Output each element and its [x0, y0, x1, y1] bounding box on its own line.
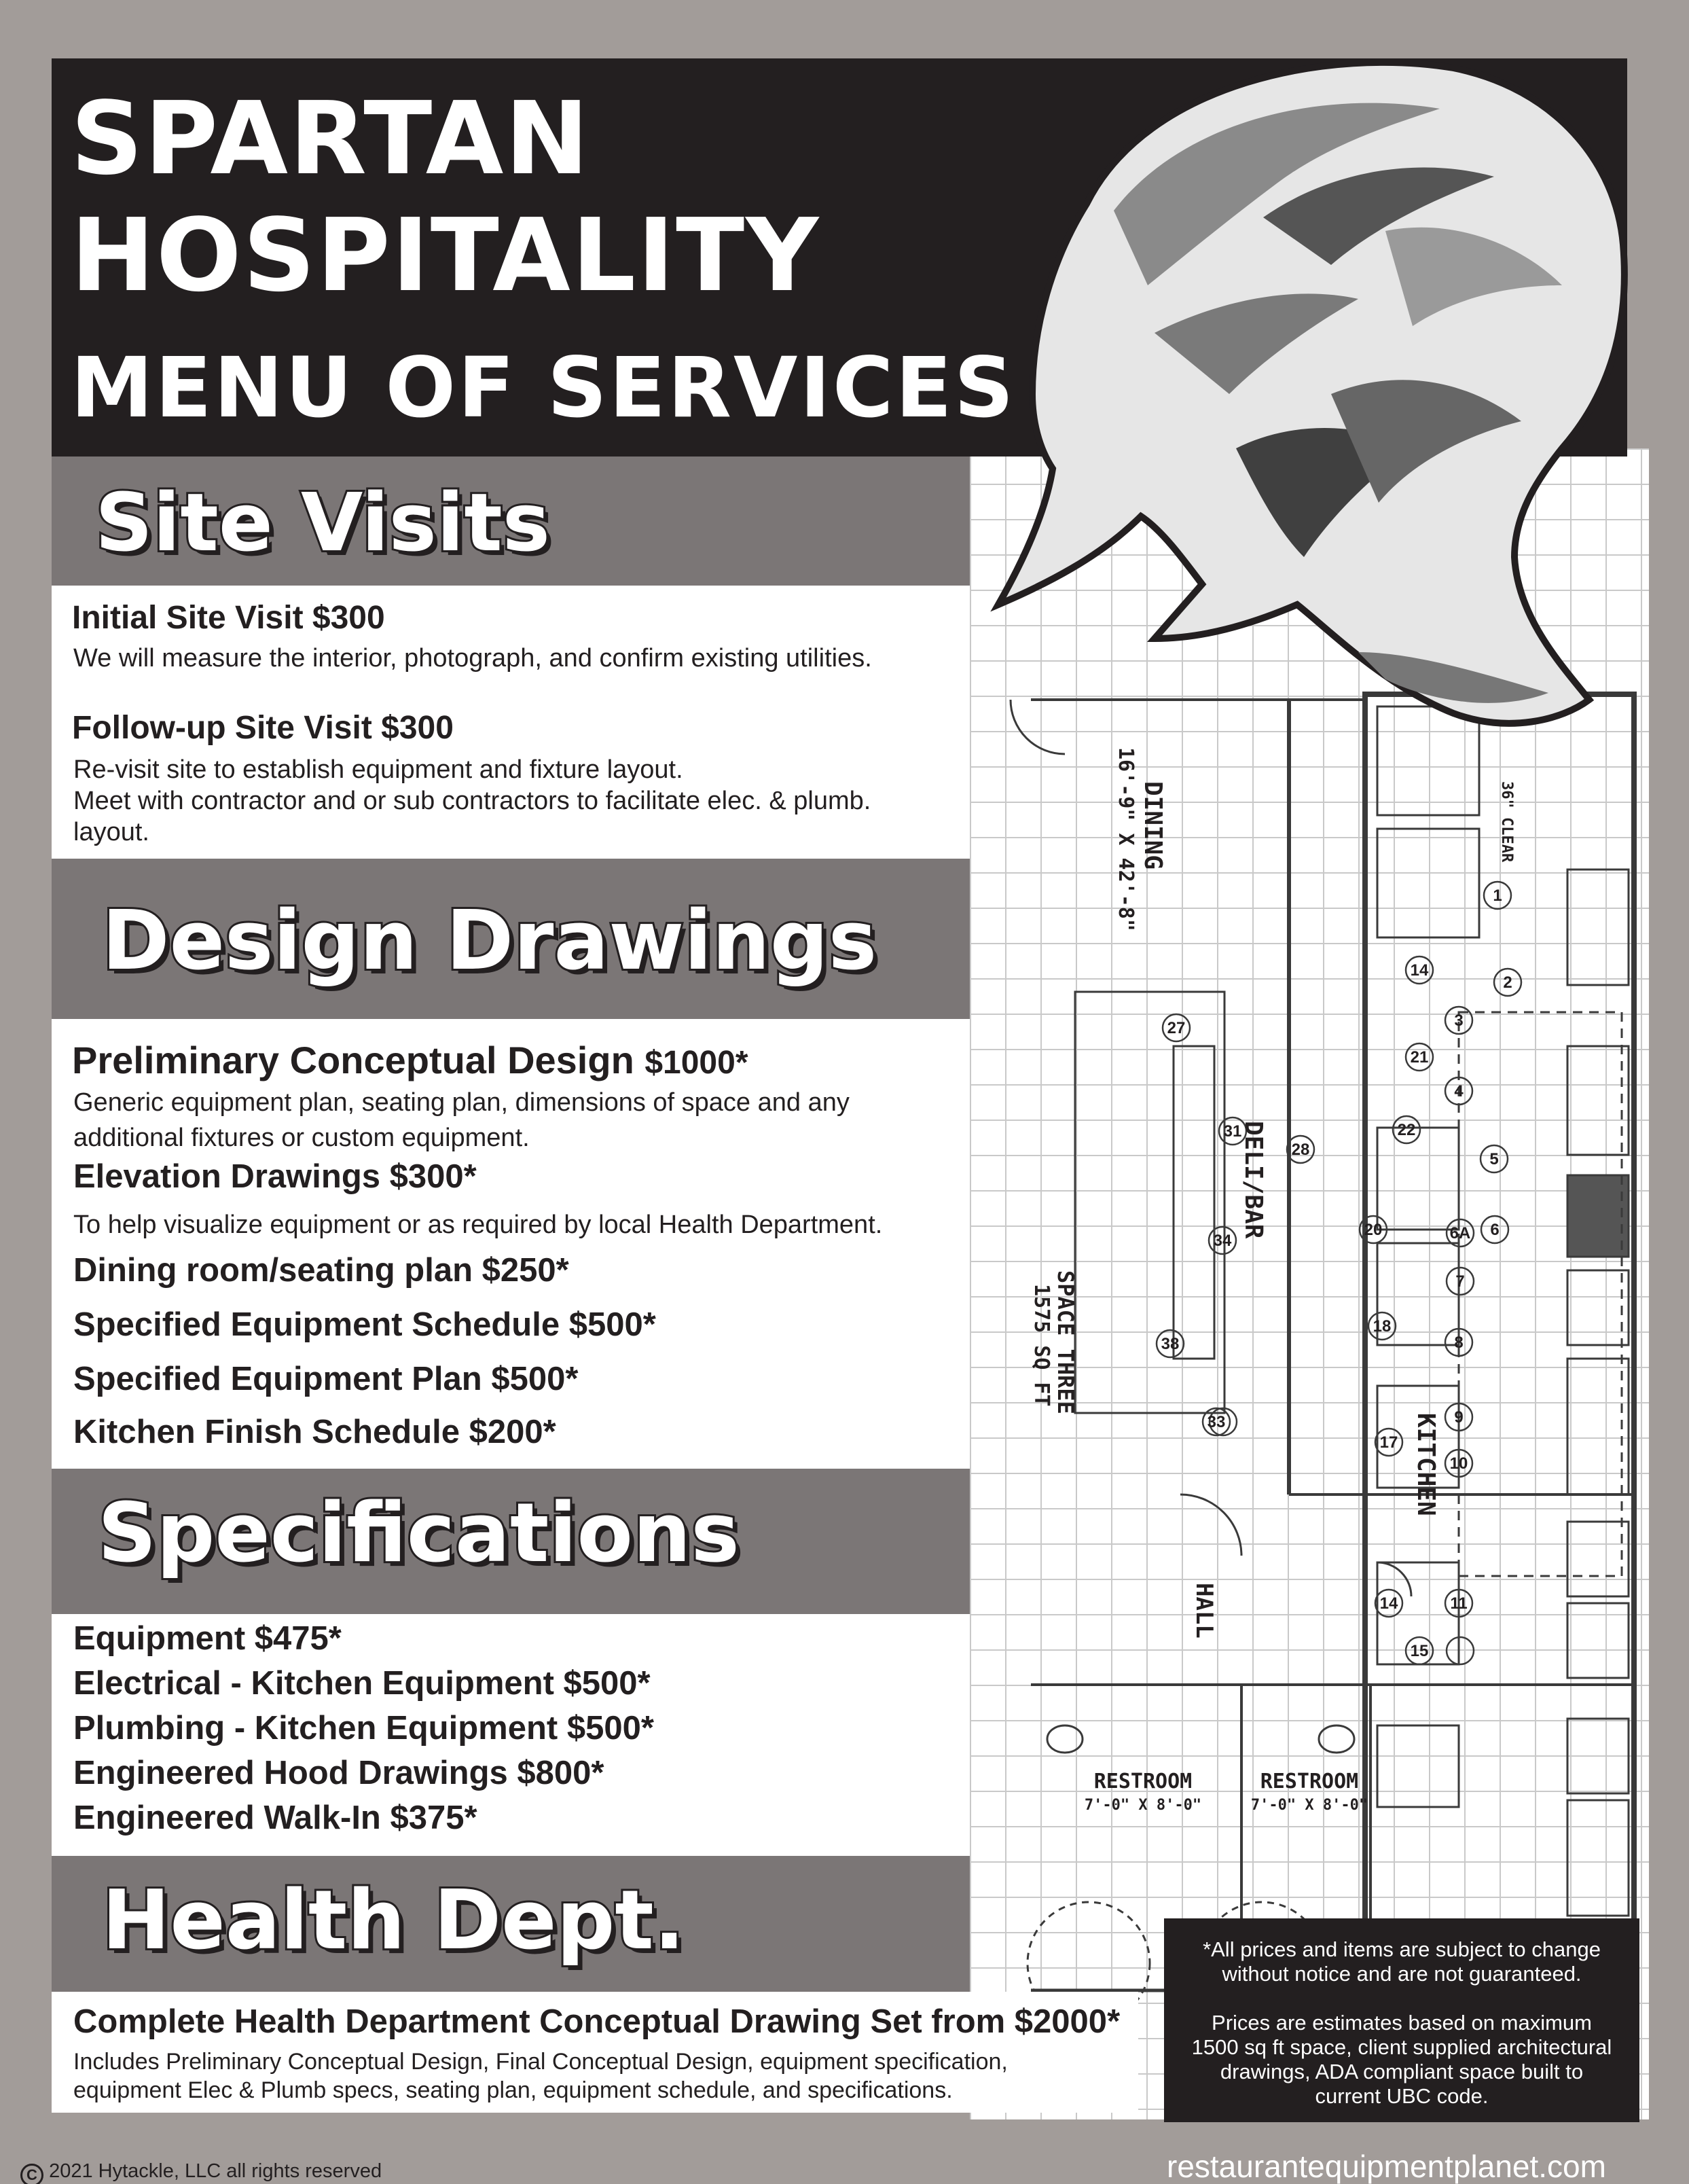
- spec-item: Plumbing - Kitchen Equipment $500*: [73, 1710, 654, 1747]
- spec-item: Electrical - Kitchen Equipment $500*: [73, 1665, 651, 1702]
- restroom-2-dims: 7'-0" X 8'-0": [1250, 1797, 1368, 1814]
- site-visits-panel: [52, 586, 970, 859]
- space-dims: 1575 SQ FT: [1030, 1284, 1053, 1407]
- title-line-2: HOSPITALITY: [71, 197, 820, 314]
- space-label: SPACE THREE: [1053, 1270, 1078, 1414]
- spec-item: Equipment $475*: [73, 1620, 342, 1657]
- follow-up-desc-line-1: Re-visit site to establish equipment and fixture layout.: [73, 755, 683, 784]
- svg-text:17: 17: [1379, 1433, 1398, 1452]
- svg-text:6A: 6A: [1449, 1224, 1471, 1242]
- website-link[interactable]: restaurantequipmentplanet.com: [1167, 2149, 1606, 2184]
- dining-plan-item: Dining room/seating plan $250*: [73, 1252, 569, 1289]
- kitchen-label: KITCHEN: [1412, 1413, 1440, 1516]
- svg-text:10: 10: [1449, 1454, 1468, 1473]
- restroom-1-label: RESTROOM: [1093, 1770, 1193, 1793]
- svg-text:3: 3: [1454, 1012, 1464, 1030]
- svg-text:14: 14: [1410, 961, 1429, 980]
- follow-up-desc-line-2: Meet with contractor and or sub contractors to facilitate elec. & plumb.: [73, 787, 871, 815]
- deli-bar-label: DELI/BAR: [1239, 1121, 1267, 1239]
- disclaimer-box: [1164, 1918, 1639, 2122]
- svg-text:9: 9: [1454, 1408, 1464, 1427]
- design-drawings-panel: [52, 1019, 970, 1469]
- elevation-drawings-title: Elevation Drawings $300*: [73, 1158, 477, 1195]
- disclaimer-line-5: drawings, ADA compliant space built to: [1220, 2060, 1584, 2083]
- preliminary-design-name: Preliminary Conceptual Design: [72, 1039, 634, 1081]
- equipment-plan-item: Specified Equipment Plan $500*: [73, 1361, 579, 1397]
- svg-text:11: 11: [1450, 1594, 1468, 1613]
- health-dept-desc-line-2: equipment Elec & Plumb specs, seating plan, equipment schedule, and specifications.: [73, 2077, 953, 2103]
- disclaimer-line-4: 1500 sq ft space, client supplied architectural: [1191, 2035, 1612, 2059]
- title-line-1: SPARTAN: [71, 80, 591, 197]
- finish-schedule-item: Kitchen Finish Schedule $200*: [73, 1414, 556, 1450]
- equipment-schedule-item: Specified Equipment Schedule $500*: [73, 1306, 656, 1343]
- copyright-notice: [20, 2160, 382, 2184]
- svg-text:5: 5: [1489, 1150, 1499, 1168]
- svg-text:34: 34: [1213, 1232, 1232, 1250]
- spartan-helmet-icon: [978, 41, 1630, 829]
- health-dept-desc-line-1: Includes Preliminary Conceptual Design, Final Conceptual Design, equipment specification,: [73, 2049, 1008, 2075]
- spec-item: Engineered Walk-In $375*: [73, 1800, 477, 1836]
- preliminary-design-price: $1000*: [644, 1045, 748, 1081]
- specifications-heading: Specifications: [98, 1486, 740, 1581]
- follow-up-site-visit-title: Follow-up Site Visit $300: [72, 710, 454, 746]
- initial-site-visit-title: Initial Site Visit $300: [72, 600, 385, 636]
- title-line-3: MENU OF SERVICES: [71, 340, 1016, 436]
- svg-text:8: 8: [1454, 1333, 1464, 1352]
- copyright-icon: C: [20, 2164, 43, 2184]
- health-dept-panel: [52, 1992, 1138, 2113]
- design-drawings-heading: Design Drawings: [102, 894, 877, 988]
- svg-text:27: 27: [1167, 1019, 1186, 1037]
- copyright-text: 2021 Hytackle, LLC all rights reserved: [49, 2160, 382, 2182]
- svg-text:2: 2: [1503, 973, 1512, 992]
- svg-text:14: 14: [1379, 1594, 1398, 1613]
- disclaimer-line-3: Prices are estimates based on maximum: [1212, 2011, 1592, 2035]
- health-dept-set-title: Complete Health Department Conceptual Drawing Set from $2000*: [73, 2003, 1121, 2040]
- site-visits-heading: Site Visits: [95, 476, 550, 569]
- specifications-panel: [52, 1614, 970, 1856]
- disclaimer-line-6: current UBC code.: [1315, 2084, 1489, 2108]
- preliminary-desc-line-2: additional fixtures or custom equipment.: [73, 1124, 530, 1152]
- svg-text:38: 38: [1161, 1335, 1180, 1353]
- svg-text:15: 15: [1410, 1642, 1429, 1660]
- svg-text:1: 1: [1493, 887, 1502, 905]
- preliminary-desc-line-1: Generic equipment plan, seating plan, dimensions of space and any: [73, 1088, 850, 1117]
- svg-text:28: 28: [1291, 1141, 1310, 1159]
- svg-text:4: 4: [1454, 1082, 1464, 1100]
- clear-label: 36" CLEAR: [1498, 781, 1515, 863]
- svg-text:22: 22: [1397, 1121, 1416, 1139]
- health-dept-heading: Health Dept.: [102, 1874, 685, 1968]
- disclaimer-line-2: without notice and are not guaranteed.: [1222, 1962, 1582, 1986]
- follow-up-desc-line-3: layout.: [73, 818, 149, 846]
- svg-text:20: 20: [1364, 1221, 1383, 1239]
- svg-text:31: 31: [1223, 1122, 1242, 1141]
- restroom-1-dims: 7'-0" X 8'-0": [1084, 1797, 1202, 1814]
- svg-text:18: 18: [1373, 1317, 1392, 1336]
- svg-text:6: 6: [1490, 1221, 1500, 1239]
- disclaimer-line-1: *All prices and items are subject to change: [1203, 1937, 1601, 1961]
- dining-label: DINING: [1139, 781, 1167, 870]
- svg-text:21: 21: [1410, 1048, 1429, 1067]
- hall-label: HALL: [1191, 1583, 1218, 1639]
- preliminary-design-title: [72, 1038, 748, 1082]
- spec-item: Engineered Hood Drawings $800*: [73, 1755, 604, 1791]
- initial-site-visit-desc: We will measure the interior, photograph, and confirm existing utilities.: [73, 644, 872, 673]
- svg-text:33: 33: [1207, 1413, 1226, 1431]
- restroom-2-label: RESTROOM: [1260, 1770, 1359, 1793]
- dining-dims: 16'-9" X 42'-8": [1114, 747, 1138, 931]
- elevation-drawings-desc: To help visualize equipment or as required by local Health Department.: [73, 1211, 883, 1239]
- svg-text:7: 7: [1455, 1272, 1465, 1291]
